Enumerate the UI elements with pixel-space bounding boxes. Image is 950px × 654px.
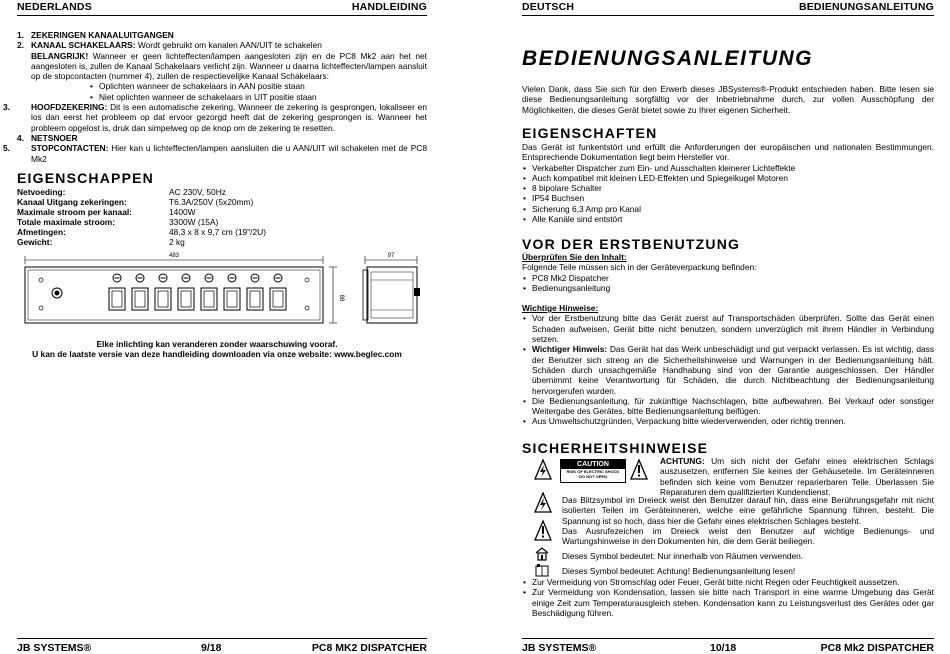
bullet-list bbox=[17, 81, 427, 102]
list-item: • Auch kompatibel mit kleinen LED-Effekten und Spiegelkugel Motoren bbox=[522, 173, 934, 183]
list-item: • Zur Vermeidung von Kondensation, lassen sie bitte nach Transport in eine warme Umgebung das Gerät einige Zeit zum Temperaturausgleich stehen. Kondensation kann zu Leistungsverlust des Gerätes oder gar Beschädigung führen. bbox=[522, 587, 934, 618]
important-note: BELANGRIJK! Wanneer er geen lichteffecten/lampen aangesloten zijn en de PC8 Mk2 aan het net aangesloten is, zullen de Kanaal Schakelaars verlicht zijn. Wanneer u daarna lichteffecten/lampen aansluit op de stopcontacten (nummer 4), zullen de respectievelijke Kanaal Schakelaars: bbox=[31, 50, 427, 82]
exclamation-symbol-text: Das Ausrufezeichen im Dreieck weist den Benutzer auf wichtige Bedienungs- und Wartungshinweise in den Dokumenten hin, die dem Gerät beiliegen. bbox=[562, 526, 934, 547]
list-item: 5. STOPCONTACTEN: Hier kan u lichteffecten/lampen aansluiten die u AAN/UIT wil schakelen met de PC8 Mk2 bbox=[3, 143, 427, 164]
list-item: • Zur Vermeidung von Stromschlag oder Feuer, Gerät bitte nicht Regen oder Feuchtigkeit aussetzen. bbox=[522, 577, 934, 587]
list-item: 4. NETSNOER bbox=[17, 132, 78, 143]
caution-label: CAUTION RISK OF ELECTRIC SHOCK DO NOT OPEN bbox=[560, 459, 626, 483]
dimension-width-label: 483 bbox=[168, 253, 180, 259]
right-header-language: DEUTSCH bbox=[522, 1, 575, 13]
left-header-title: HANDLEIDING bbox=[351, 1, 427, 13]
list-item: 1. ZEKERINGEN KANAALUITGANGEN bbox=[17, 30, 174, 40]
table-row: Maximale stroom per kanaal: 1400W bbox=[17, 207, 196, 217]
list-item: • 8 bipolare Schalter bbox=[522, 183, 934, 193]
notice-line-1: Elke inlichting kan veranderen zonder waarschuwing vooraf. bbox=[96, 339, 338, 349]
list-item: • Wichtiger Hinweis: Das Gerät hat das Werk unbeschädigt und gut verpackt verlassen. Es ist wichtig, dass der Benutzer sich streng an die Sicherheitshinweise und Warnungen in der Bedienungsanleitung hält. Schäden durch unsachgemäße Handhabung sind von der Garantie ausgeschlossen. Der Händler übernimmt keine Verantwortung für Schäden, die durch Nichtbeachtung der Bedienungsanleitung hervorgerufen wurden. bbox=[522, 344, 934, 395]
dimension-height-label: 88 bbox=[338, 294, 344, 302]
right-footer bbox=[522, 642, 934, 654]
right-header-title: BEDIENUNGSANLEITUNG bbox=[798, 1, 934, 13]
exclamation-warning-icon bbox=[534, 520, 552, 542]
right-page bbox=[522, 0, 934, 654]
indoor-symbol-text: Dieses Symbol bedeutet: Nur innerhalb von Räumen verwenden. bbox=[562, 551, 804, 561]
list-item: • Verkabelter Dispatcher zum Ein- und Ausschalten kleinerer Lichteffekte bbox=[522, 163, 934, 173]
parts-list bbox=[3, 30, 427, 164]
safety-bullets bbox=[522, 577, 934, 618]
table-row: Totale maximale stroom: 3300W (15A) bbox=[17, 217, 219, 227]
header-rule bbox=[522, 15, 934, 16]
front-view-drawing bbox=[23, 250, 343, 338]
list-item: • Vor der Erstbenutzung bitte das Gerät zuerst auf Transportschäden überprüfen. Sollte das Gerät einen Schaden aufweisen, Gerät bitte nicht benutzen, sondern unverzüglich mit ihrem Händler in Verbindung setzen. bbox=[522, 313, 934, 344]
list-item: • PC8 Mk2 Dispatcher bbox=[522, 273, 934, 283]
list-item: 3. HOOFDZEKERING: Dit is een automatische zekering. Wanneer de zekering is gesprongen, lokaliseer en los dan eerst het probleem op dat ervoor gezorgd heeft dat de zekering gesprongen is. Wanneer het probleem opgelost is, druk dan simpelweg op de knop om de zekering te resetten. bbox=[3, 102, 427, 133]
exclamation-warning-icon bbox=[630, 459, 648, 481]
left-footer bbox=[17, 642, 427, 654]
list-item: 2. KANAAL SCHAKELAARS: Wordt gebruikt om kanalen AAN/UIT te schakelen bbox=[17, 40, 322, 51]
footer-page-number: 10/18 bbox=[710, 642, 737, 654]
footer-page-number: 9/18 bbox=[201, 642, 222, 654]
achtung-paragraph: ACHTUNG: Um sich nicht der Gefahr eines elektrischen Schlags auszusetzen, entfernen Sie keines der Gehäuseteile. Im Geräteinneren befinden sich keine vom Benutzer reparierbaren Teile. Überlassen Sie Reparaturen dem qualifizierten Kundendienst. bbox=[660, 456, 934, 497]
section-body: Das Gerät ist funkentstört und erfüllt die Anforderungen der europäischen und nationalen Bestimmungen. Entsprechende Dokumentation liegt beim Hersteller vor. • Verkabelter Dispatcher zum Ein- und Ausschalten kleinerer Lichteffekte • Auch kompatibel mit kleinen LED-Effekten und Spiegelkugel Motoren • 8 bipolare Schalter • IP54 Buchsen • Sicherung 6,3 Amp pro Kanal • Alle Kanäle sind entstört bbox=[522, 142, 934, 224]
header-rule bbox=[17, 15, 427, 16]
section-title: EIGENSCHAFTEN bbox=[522, 125, 658, 141]
intro-paragraph: Vielen Dank, dass Sie sich für den Erwerb dieses JBSystems®-Produkt entschieden haben. Bitte lesen sie diese Bedienungsanleitung sorgfältig vor der Inbetriebnahme durch, zur vollen Ausschöpfung der Möglichkeiten, die dieses Gerät bietet sowie zu Ihrer eigenen Sicherheit. bbox=[522, 84, 934, 115]
table-row: Afmetingen: 48,3 x 8 x 9,7 cm (19"/2U) bbox=[17, 227, 266, 237]
list-item: • Oplichten wanneer de schakelaars in AAN positie staan bbox=[89, 81, 427, 91]
left-header-language: NEDERLANDS bbox=[17, 1, 92, 13]
notice-line-2: U kan de laatste versie van deze handleiding downloaden via onze website: www.beglec.com bbox=[32, 349, 402, 359]
manual-symbol-text: Dieses Symbol bedeutet: Achtung! Bedienungsanleitung lesen! bbox=[562, 566, 796, 576]
list-item: • Alle Kanäle sind entstört bbox=[522, 214, 934, 224]
footer-product: PC8 Mk2 DISPATCHER bbox=[820, 642, 934, 654]
dimension-depth-label: 97 bbox=[387, 253, 395, 259]
indoor-use-icon bbox=[534, 546, 550, 562]
footer-rule bbox=[17, 638, 427, 639]
list-item: • Aus Umweltschutzgründen, Verpackung bitte wiederverwenden, oder richtig trennen. bbox=[522, 416, 934, 426]
section-title: SICHERHEITSHINWEISE bbox=[522, 440, 709, 456]
footer-rule bbox=[522, 638, 934, 639]
list-item: • Die Bedienungsanleitung, für zukünftige Nachschlagen, bitte aufbewahren. Bei Verkauf oder sonstiger Weitergabe des Gerätes, bitte Bedienungsanleitung beifügen. bbox=[522, 396, 934, 417]
section-title: VOR DER ERSTBENUTZUNG bbox=[522, 236, 741, 252]
left-header bbox=[17, 0, 427, 14]
table-row: Netvoeding: AC 230V, 50Hz bbox=[17, 187, 226, 197]
list-item: • Niet oplichten wanneer de schakelaars in UIT positie staan bbox=[89, 92, 427, 102]
lightning-symbol-text: Das Blitzsymbol im Dreieck weist den Benutzer darauf hin, dass eine Berührungsgefahr mit nicht isolierten Teilen im Geräteinneren, welche eine gefährliche Spannung führen, besteht. Die Spannung ist so hoch, dass hier die Gefahr eines elektrischen Schlages besteht. bbox=[562, 495, 934, 526]
list-item: • Sicherung 6,3 Amp pro Kanal bbox=[522, 204, 934, 214]
section-body: Überprüfen Sie den Inhalt: Folgende Teile müssen sich in der Geräteverpackung befinden: • PC8 Mk2 Dispatcher • Bedienungsanleitung Wichtige Hinweise: • Vor der Erstbenutzung bitte das Gerät zuerst auf Transportschäden überprüfen. Sollte das Gerät einen Schaden aufweisen, Gerät bitte nicht benutzen, sondern unverzüglich mit ihrem Händler in Verbindung setzen. • Wichtiger Hinweis: Das Gerät hat das Werk unbeschädigt und gut verpackt verlassen. Es ist wichtig, dass der Benutzer sich streng an die Sicherheitshinweise und Warnungen in der Bedienungsanleitung hält. Schäden durch unsachgemäße Handhabung sind von der Garantie ausgeschlossen. Der Händler übernimmt keine Verantwortung für Schäden, die durch Nichtbeachtung der Bedienungsanleitung hervorgerufen wurden. • Die Bedienungsanleitung, für zukünftige Nachschlagen, bitte aufbewahren. Bei Verkauf oder sonstiger Weitergabe des Gerätes, bitte Bedienungsanleitung beifügen. • Aus Umweltschutzgründen, Verpackung bitte wiederverwenden, oder richtig trennen. bbox=[522, 252, 934, 427]
left-page bbox=[3, 0, 427, 654]
table-row: Gewicht: 2 kg bbox=[17, 237, 185, 247]
page-title: BEDIENUNGSANLEITUNG bbox=[522, 47, 814, 70]
list-item: • Bedienungsanleitung bbox=[522, 283, 934, 293]
lightning-warning-icon bbox=[534, 492, 552, 514]
right-header bbox=[522, 0, 934, 14]
lightning-warning-icon bbox=[534, 459, 552, 481]
manual-icon bbox=[534, 564, 550, 578]
table-row: Kanaal Uitgang zekeringen: T6.3A/250V (5x20mm) bbox=[17, 197, 254, 207]
footer-product: PC8 MK2 DISPATCHER bbox=[311, 642, 427, 654]
footer-brand: JB SYSTEMS® bbox=[17, 642, 92, 654]
list-item: • IP54 Buchsen bbox=[522, 193, 934, 203]
footer-brand: JB SYSTEMS® bbox=[522, 642, 597, 654]
side-view-drawing bbox=[359, 250, 429, 330]
section-title: EIGENSCHAPPEN bbox=[17, 170, 154, 186]
